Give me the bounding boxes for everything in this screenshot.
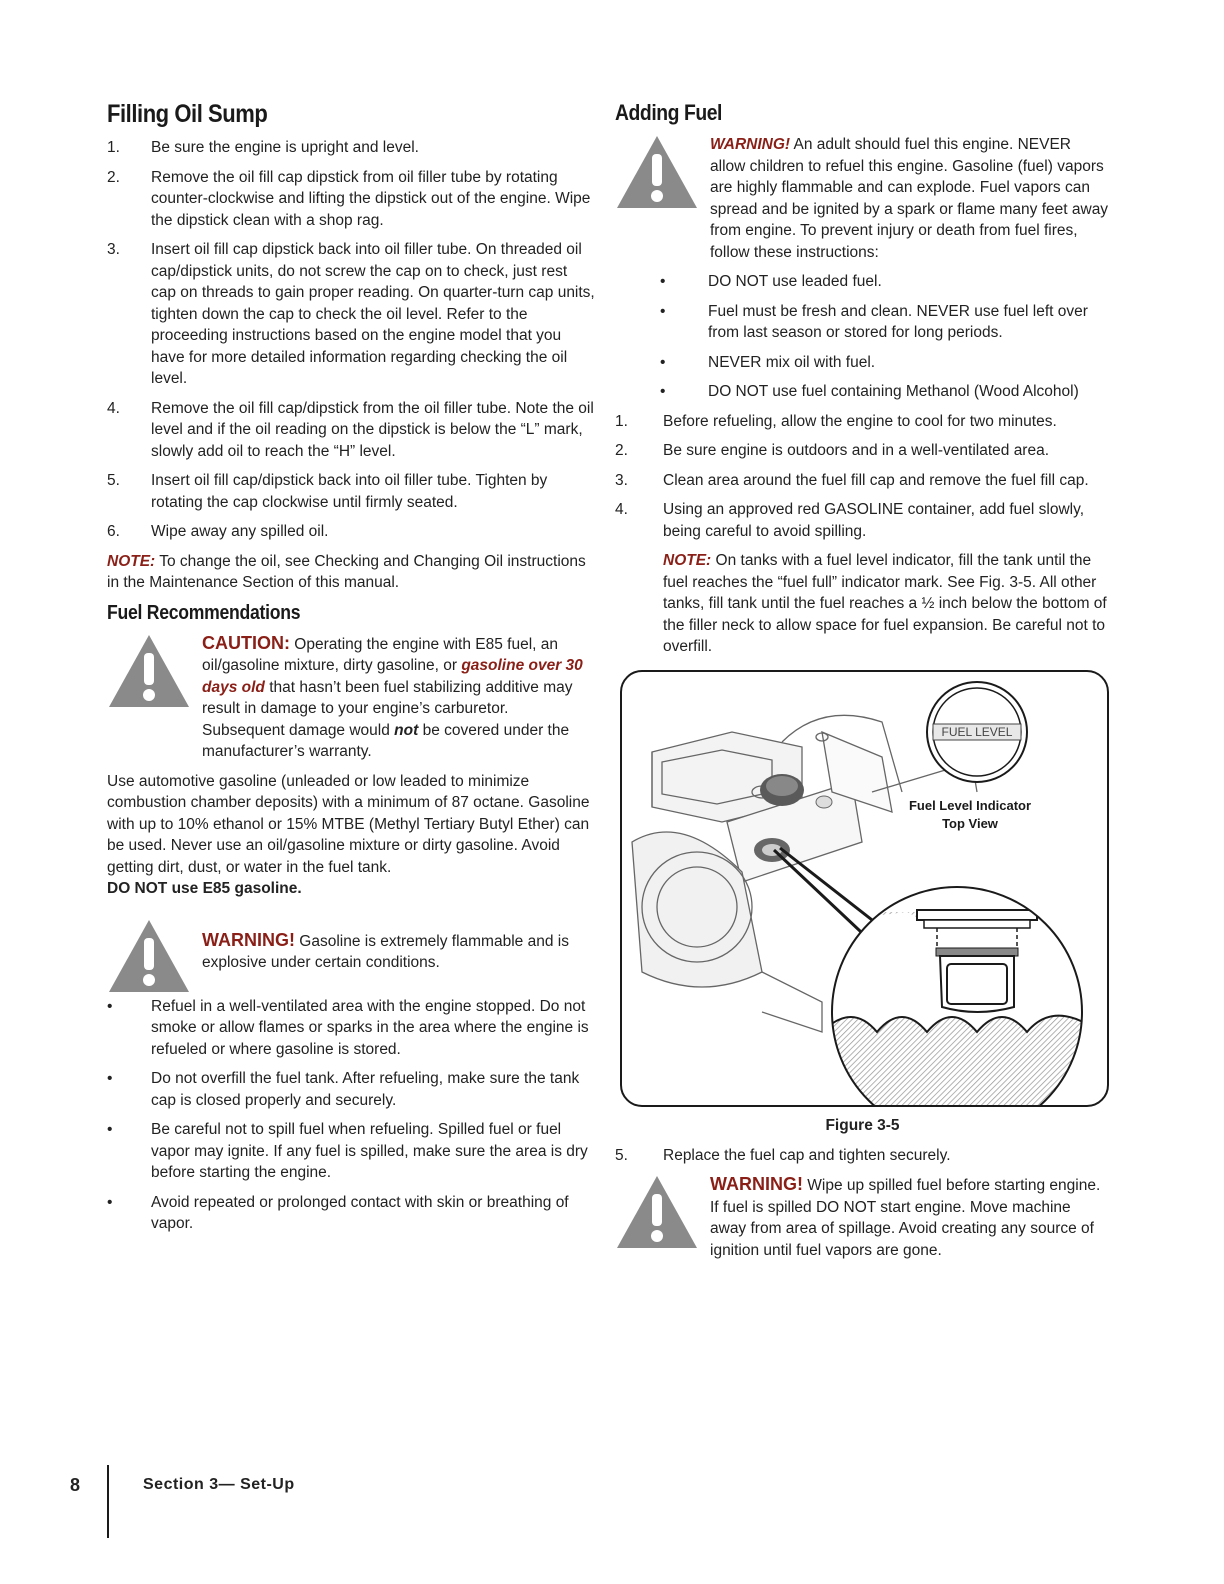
bullet: • <box>660 353 666 371</box>
caution-text-part: be covered under the manufacturer’s warranty. <box>202 721 570 760</box>
warning-triangle-icon <box>107 633 191 709</box>
list-item <box>615 440 1110 462</box>
bullet-text: DO NOT use leaded fuel. <box>708 273 882 290</box>
step-text: Remove the oil fill cap/dipstick from the oil filler tube. Note the oil level and if the oil reading on the dipstick is below the “L” mark, slowly add oil to reach the “H” level. <box>151 399 594 460</box>
adding-fuel-steps <box>615 411 1110 543</box>
step-text: Replace the fuel cap and tighten securely. <box>663 1146 951 1164</box>
gasoline-warning-text <box>202 918 595 974</box>
indicator-caption-1: Fuel Level Indicator <box>908 797 1032 813</box>
fuel-bullets <box>615 271 1110 403</box>
list-item <box>660 381 1110 403</box>
bullet: • <box>660 383 666 400</box>
list-item <box>615 411 1110 433</box>
gasoline-warning-block <box>107 918 595 988</box>
step-text: Using an approved red GASOLINE container, add fuel slowly, being careful to avoid spilling. <box>663 501 1085 540</box>
step-text: Wipe away any spilled oil. <box>151 523 329 540</box>
bullet: • <box>107 997 113 1015</box>
warning-triangle-icon <box>615 1174 699 1250</box>
bullet-text: Refuel in a well-ventilated area with the engine stopped. Do not smoke or allow flames or sparks in the area where the engine is refueled or where gasoline is stored. <box>151 997 589 1058</box>
final-step <box>615 1145 1110 1167</box>
note-label: NOTE: <box>107 552 156 570</box>
step-number: 3. <box>107 241 120 258</box>
list-item <box>660 271 1110 293</box>
step-text: Insert oil fill cap dipstick back into oil filler tube. On threaded oil cap/dipstick units, do not screw the cap on to check, just rest cap on threads to gain proper reading. On quarter-turn cap units, tighten down the cap to check the oil level. Refer to the proceeding instructions based on the engine model that you have for more detailed information regarding checking the oil level. <box>151 241 595 387</box>
list-item <box>615 1145 1110 1167</box>
list-item <box>107 398 595 463</box>
oil-sump-steps <box>107 137 595 543</box>
spilled-fuel-warning-text <box>710 1174 1110 1261</box>
step-text: Insert oil fill cap/dipstick back into oil filler tube. Tighten by rotating the cap clockwise until firmly seated. <box>151 472 548 511</box>
right-column <box>615 100 1110 1269</box>
warning-text-part: Gasoline is extremely flammable and is explosive under certain conditions. <box>202 932 569 971</box>
tank-cutaway <box>822 872 1102 1105</box>
step-text: Clean area around the fuel fill cap and remove the fuel fill cap. <box>663 471 1089 489</box>
caution-label: CAUTION: <box>202 632 290 653</box>
list-item <box>615 470 1110 492</box>
bullet-text: DO NOT use fuel containing Methanol (Wood Alcohol) <box>708 383 1079 400</box>
step-number: 5. <box>107 472 120 489</box>
caution-block <box>107 633 595 763</box>
adult-warning-text <box>710 134 1110 263</box>
warning-text-part: An adult should fuel this engine. NEVER allow children to refuel this engine. Gasoline (fuel) vapors are highly flammable and can explode. Fuel vapors can spread and be ignited by a spark or flame many feet away from engine. To prevent injury or death from fuel fires, follow these instructions: <box>710 136 1109 261</box>
list-item <box>107 239 595 390</box>
step-number: 2. <box>615 442 628 459</box>
footer-divider <box>107 1465 109 1538</box>
warning-label: WARNING! <box>710 136 791 153</box>
figure-3-5 <box>620 670 1109 1107</box>
step-number: 4. <box>107 399 120 417</box>
step-text: Before refueling, allow the engine to cool for two minutes. <box>663 412 1057 430</box>
list-item <box>107 167 595 232</box>
list-item <box>107 137 595 159</box>
bullet: • <box>660 273 666 290</box>
bullet-text: Fuel must be fresh and clean. NEVER use fuel left over from last season or stored for long periods. <box>708 302 1088 341</box>
adding-fuel-heading: Adding Fuel <box>615 100 723 125</box>
warning-label: WARNING! <box>710 1174 803 1194</box>
fuel-recommendations-heading: Fuel Recommendations <box>107 601 301 624</box>
fuel-level-label: FUEL LEVEL <box>941 724 1013 739</box>
list-item <box>107 996 595 1061</box>
gasoline-paragraph <box>107 771 595 900</box>
bullet-text: NEVER mix oil with fuel. <box>708 353 876 371</box>
page-number: 8 <box>70 1475 81 1495</box>
warning-text-part: Wipe up spilled fuel before starting engine. If fuel is spilled DO NOT start engine. Move machine away from area of spillage. Avoid creating any source of ignition until fuel vapors are gone. <box>710 1177 1101 1259</box>
note-label: NOTE: <box>663 552 712 569</box>
gasoline-text: Use automotive gasoline (unleaded or low leaded to minimize combustion chamber deposits) with a minimum of 87 octane. Gasoline with up to 10% ethanol or 15% MTBE (Methyl Tertiary Butyl Ether) can be used. Never use an oil/gasoline mixture or dirty gasoline. Avoid getting dirt, dust, or water in the fuel tank. <box>107 772 590 876</box>
warning-triangle-icon <box>615 134 699 210</box>
fuel-tank-illustration <box>622 672 1107 1105</box>
caution-text-part: that hasn’t been fuel stabilizing additive may result in damage to your engine’s carburetor. Subsequent damage would <box>202 678 573 739</box>
bullet-text: Avoid repeated or prolonged contact with skin or breathing of vapor. <box>151 1193 569 1232</box>
caution-text <box>202 633 595 763</box>
list-item <box>107 470 595 513</box>
caution-not: not <box>394 721 419 739</box>
bullet: • <box>107 1121 113 1138</box>
step-number: 1. <box>107 139 120 156</box>
bullet: • <box>660 302 666 320</box>
step-text: Remove the oil fill cap dipstick from oil filler tube by rotating counter-clockwise and lifting the dipstick out of the engine. Wipe the dipstick clean with a shop rag. <box>151 168 591 229</box>
list-item <box>660 301 1110 344</box>
e85-warning: DO NOT use E85 gasoline. <box>107 880 302 897</box>
note-text: To change the oil, see Checking and Changing Oil instructions in the Maintenance Section of this manual. <box>107 552 586 591</box>
step-number: 5. <box>615 1146 628 1164</box>
list-item <box>660 352 1110 374</box>
fuel-note <box>615 550 1110 658</box>
step-text: Be sure the engine is upright and level. <box>151 139 419 156</box>
section-label: Section 3— Set-Up <box>143 1476 295 1493</box>
caution-emphasis: gasoline over 30 days old <box>202 657 583 696</box>
note-text: On tanks with a fuel level indicator, fill the tank until the fuel reaches the “fuel full” indicator mark. See Fig. 3-5. All other tanks, fill tank until the fuel reaches a ½ inch below the bottom of the filler neck to allow space for fuel expansion. Be careful not to overfill. <box>663 552 1107 655</box>
spilled-fuel-warning-block <box>615 1174 1110 1261</box>
step-number: 4. <box>615 501 628 518</box>
figure-caption: Figure 3-5 <box>825 1116 900 1134</box>
filling-oil-sump-heading: Filling Oil Sump <box>107 100 268 128</box>
list-item <box>107 1068 595 1111</box>
left-column <box>107 100 595 1243</box>
step-number: 2. <box>107 168 120 186</box>
bullet: • <box>107 1193 113 1211</box>
list-item <box>107 521 595 543</box>
warning-label: WARNING! <box>202 929 295 950</box>
oil-note <box>107 551 595 594</box>
gasoline-safety-bullets <box>107 996 595 1235</box>
indicator-caption-2: Top View <box>942 815 998 831</box>
list-item <box>107 1192 595 1235</box>
bullet-text: Be careful not to spill fuel when refueling. Spilled fuel or fuel vapor may ignite. If any fuel is spilled, make sure the area is dry before starting the engine. <box>151 1121 588 1181</box>
caution-text-part: Operating the engine with E85 fuel, an oil/gasoline mixture, dirty gasoline, or <box>202 635 558 674</box>
bullet: • <box>107 1070 113 1087</box>
list-item <box>615 499 1110 542</box>
warning-triangle-icon <box>107 918 191 994</box>
step-number: 3. <box>615 471 628 489</box>
bullet-text: Do not overfill the fuel tank. After refueling, make sure the tank cap is closed properly and securely. <box>151 1070 580 1109</box>
step-number: 6. <box>107 523 120 540</box>
step-text: Be sure engine is outdoors and in a well-ventilated area. <box>663 442 1050 459</box>
step-number: 1. <box>615 412 628 430</box>
adult-warning-block <box>615 134 1110 263</box>
list-item <box>107 1119 595 1184</box>
